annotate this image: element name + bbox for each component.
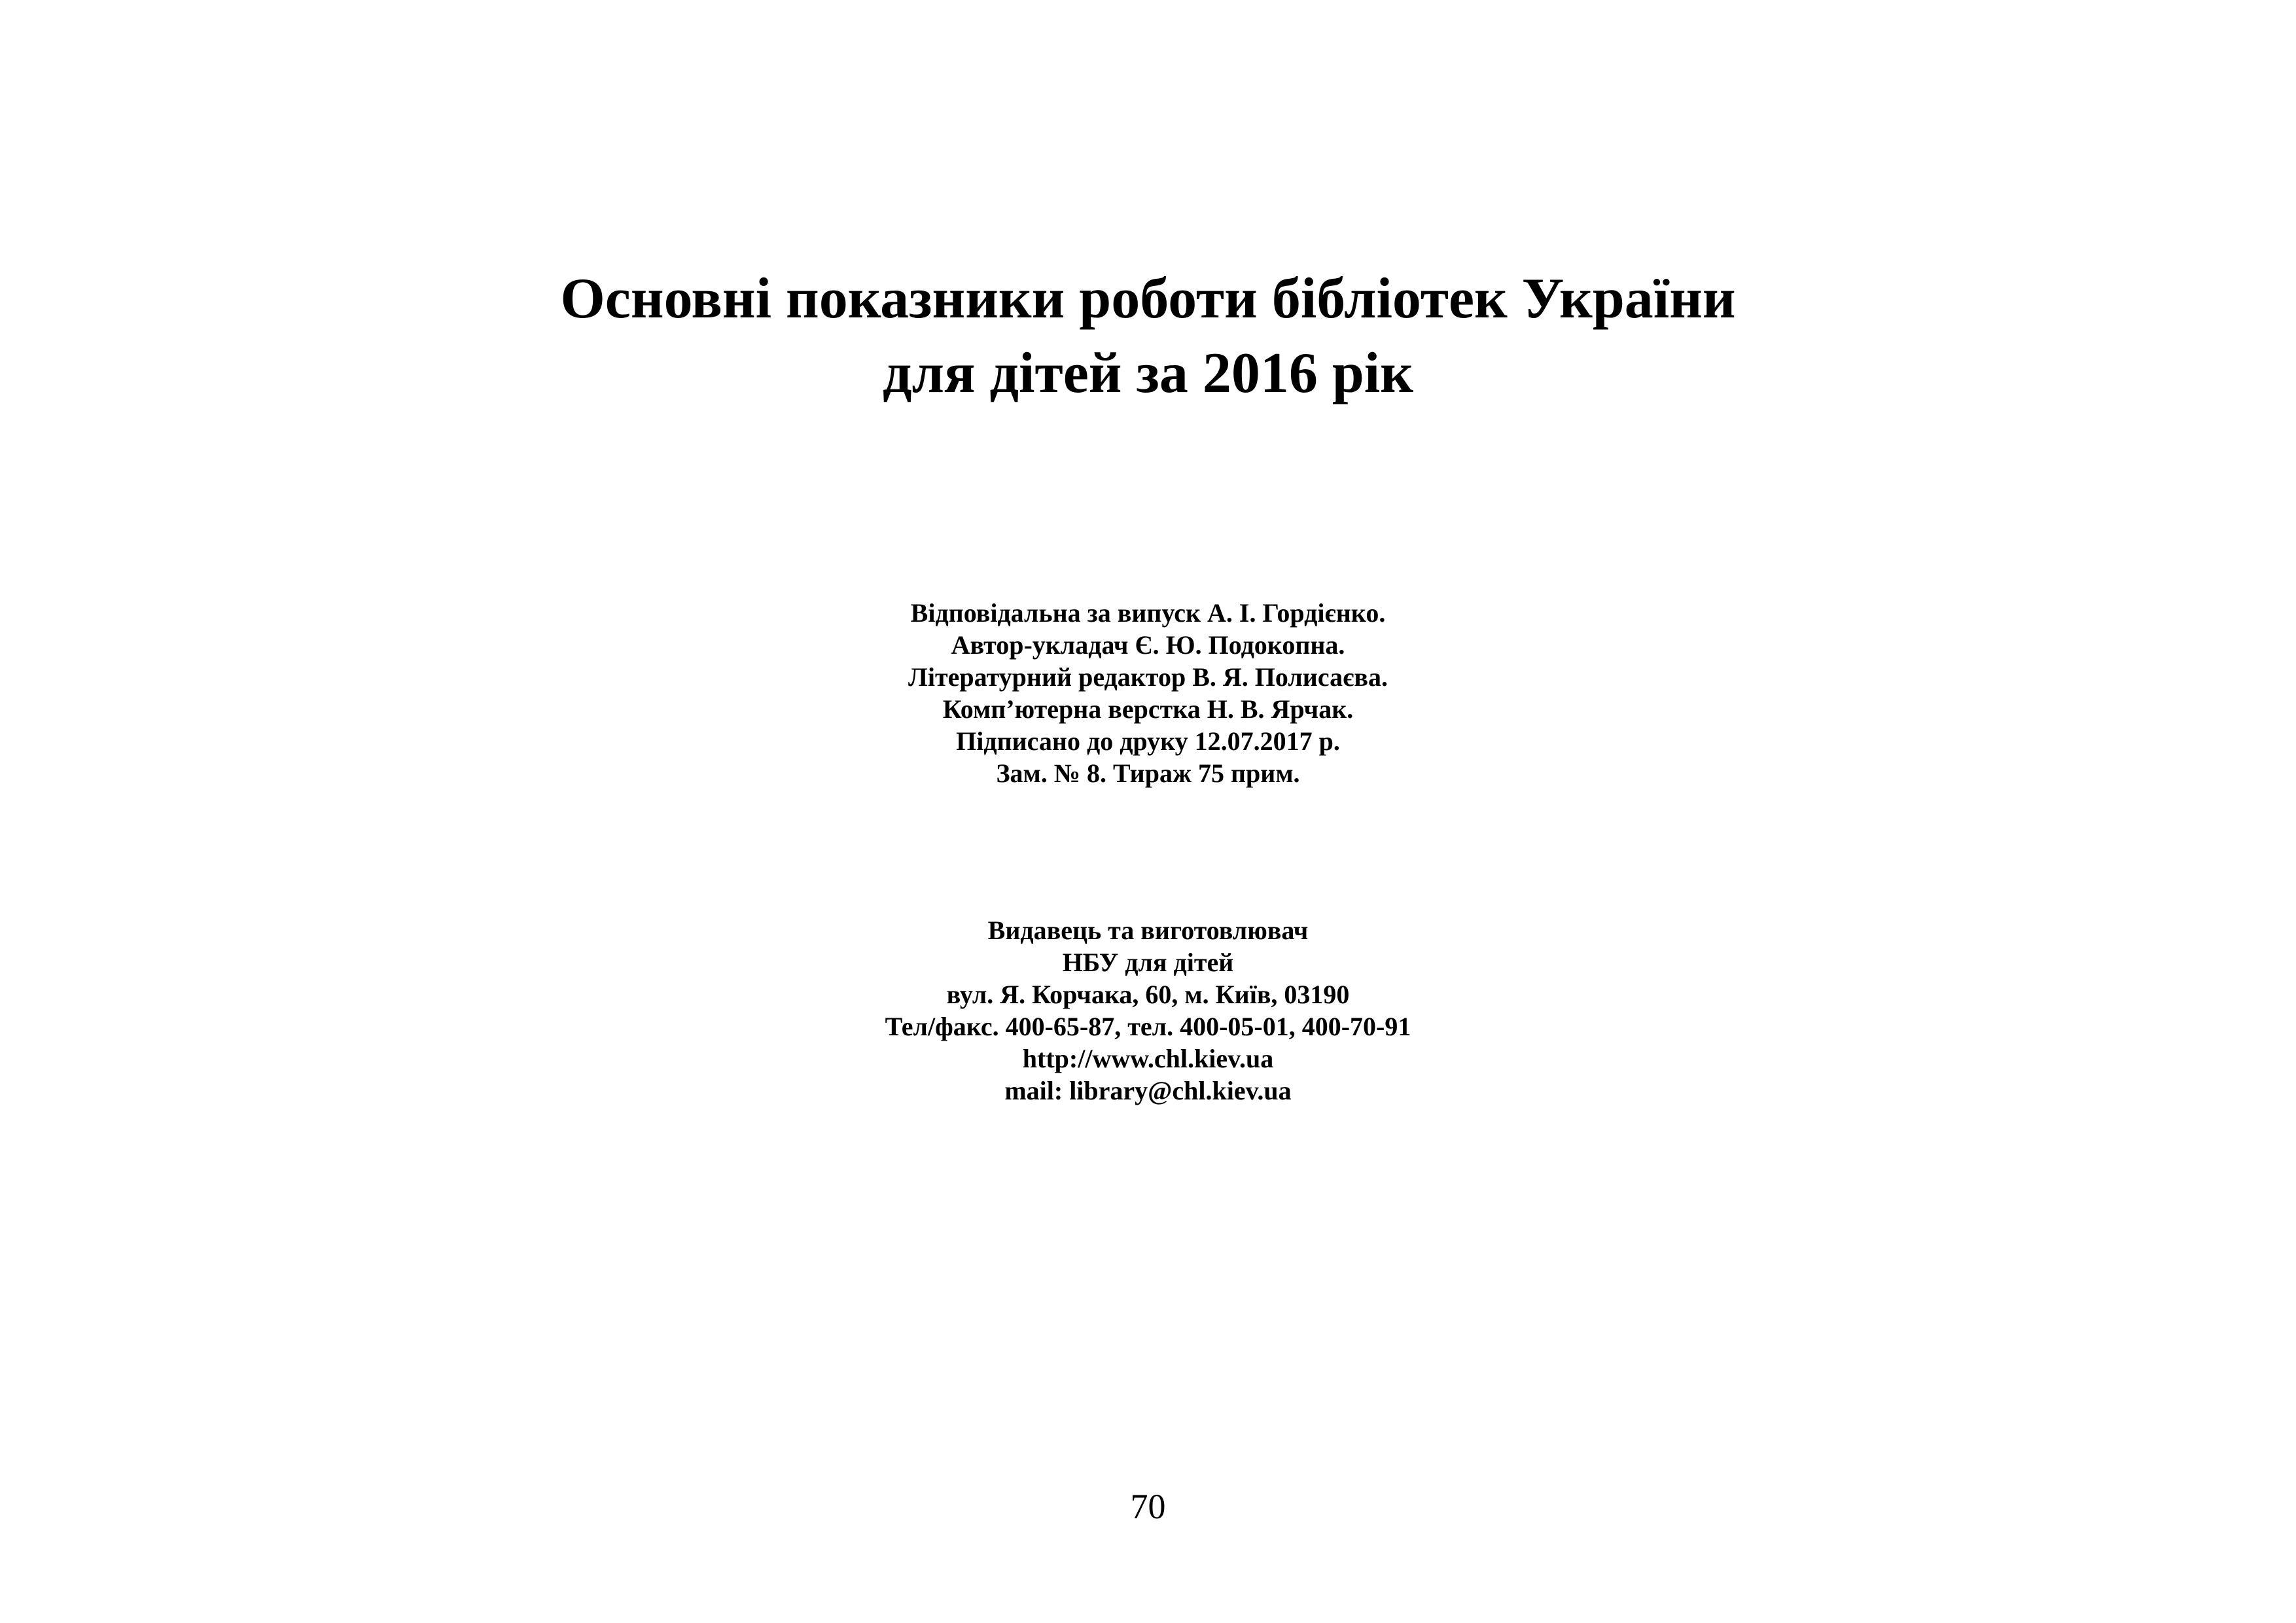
publisher-info: [0, 914, 2296, 1107]
imprint-credits: [0, 597, 2296, 789]
publisher-email: mail: library@chl.kiev.ua: [1004, 1076, 1292, 1105]
document-title: [0, 262, 2296, 411]
credit-layout: Комп’ютерна верстка Н. В. Ярчак.: [942, 694, 1354, 724]
title-line-1: Основні показники роботи бібліотек України: [560, 267, 1736, 330]
publisher-phones: Тел/факс. 400-65-87, тел. 400-05-01, 400-70-91: [885, 1012, 1411, 1041]
title-line-2: для дітей за 2016 рік: [883, 342, 1413, 405]
publisher-heading: Видавець та виготовлювач: [987, 916, 1309, 945]
publisher-address: вул. Я. Корчака, 60, м. Київ, 03190: [946, 980, 1350, 1009]
publisher-website: http://www.chl.kiev.ua: [1022, 1044, 1274, 1073]
credit-editor: Літературний редактор В. Я. Полисаєва.: [908, 662, 1388, 692]
credit-order: Зам. № 8. Тираж 75 прим.: [996, 758, 1300, 788]
credit-responsible: Відповідальна за випуск А. І. Гордієнко.: [910, 598, 1386, 628]
publisher-name: НБУ для дітей: [1062, 948, 1234, 977]
credit-signed: Підписано до друку 12.07.2017 р.: [956, 726, 1340, 756]
page-number: 70: [1130, 1487, 1166, 1526]
credit-author: Автор-укладач Є. Ю. Подокопна.: [951, 630, 1345, 660]
